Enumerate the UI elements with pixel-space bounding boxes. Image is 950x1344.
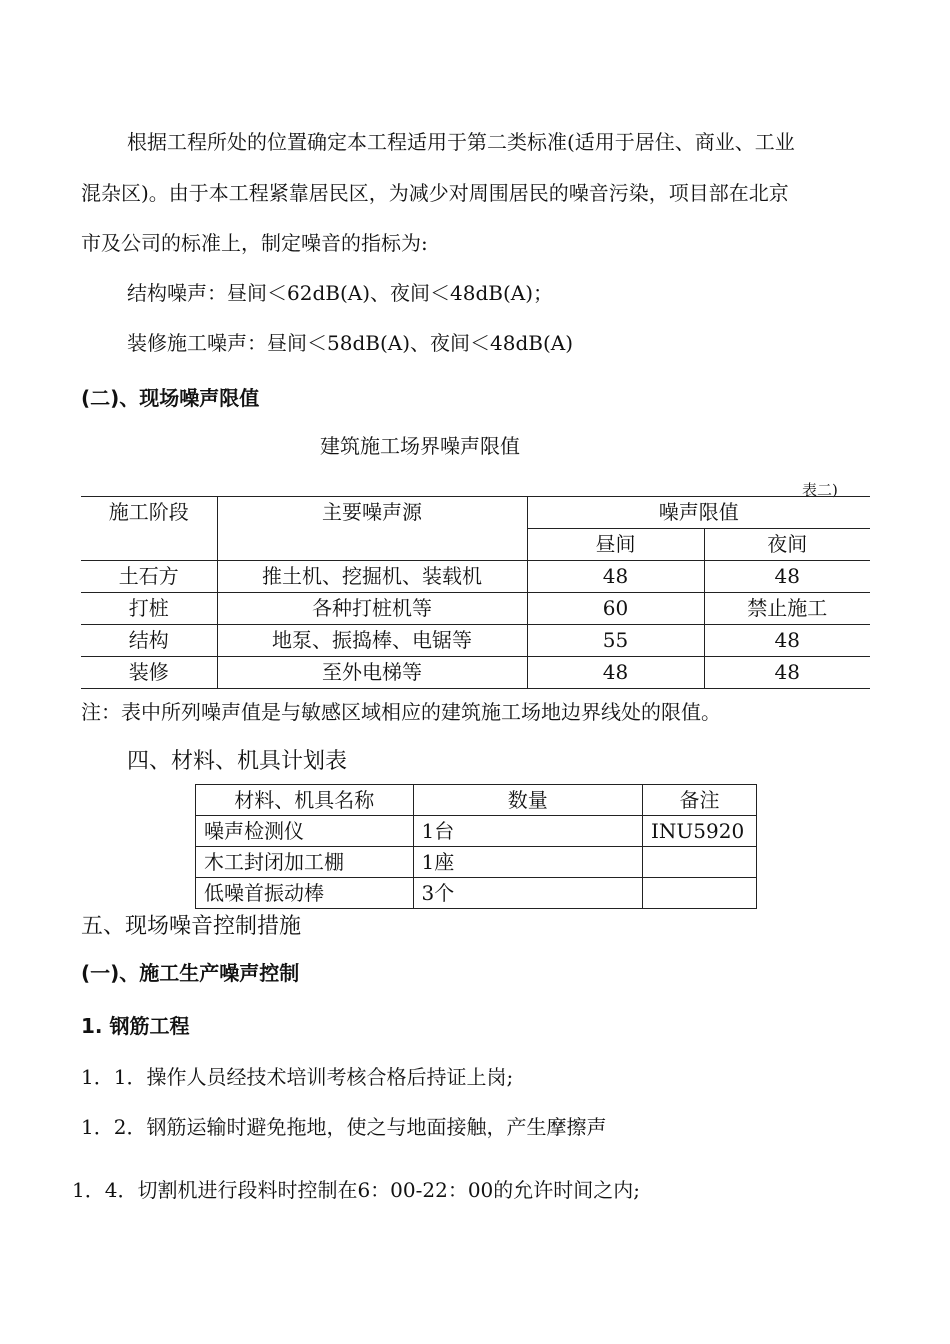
section-2-heading: (二)、现场噪声限值 (81, 386, 260, 410)
cell-remark (643, 878, 757, 909)
material-plan-table (195, 784, 757, 909)
cell-stage: 土石方 (81, 561, 217, 593)
noise-table-note: 注：表中所列噪声值是与敏感区域相应的建筑施工场地边界线处的限值。 (81, 700, 721, 724)
cell-night: 48 (704, 625, 870, 657)
cell-night: 禁止施工 (704, 593, 870, 625)
noise-table-ref: 表二) (802, 481, 838, 499)
cell-qty: 1台 (413, 816, 642, 847)
item-1-1: 1．1．操作人员经技术培训考核合格后持证上岗; (81, 1065, 514, 1089)
deco-noise-limit: 装修施工噪声：昼间＜58dB(A)、夜间＜48dB(A) (127, 331, 573, 355)
cell-source: 地泵、振捣棒、电锯等 (217, 625, 527, 657)
header-day: 昼间 (527, 529, 704, 561)
cell-qty: 3个 (413, 878, 642, 909)
table-row (81, 593, 870, 625)
cell-remark (643, 847, 757, 878)
cell-day: 48 (527, 561, 704, 593)
table-row (196, 816, 757, 847)
cell-source: 推土机、挖掘机、装载机 (217, 561, 527, 593)
item-1-2: 1．2．钢筋运输时避免拖地，使之与地面接触，产生摩擦声 (81, 1115, 607, 1139)
rebar-works-heading: 1. 钢筋工程 (81, 1014, 190, 1038)
item-1-4: 1．4．切割机进行段料时控制在6：00-22：00的允许时间之内; (72, 1178, 641, 1202)
intro-line-3: 市及公司的标准上，制定噪音的指标为: (81, 231, 428, 255)
table-row (81, 561, 870, 593)
subsection-1-heading: (一)、施工生产噪声控制 (81, 961, 300, 985)
intro-line-1: 根据工程所处的位置确定本工程适用于第二类标准(适用于居住、商业、工业 (127, 130, 795, 154)
header-stage: 施工阶段 (81, 497, 217, 561)
cell-source: 至外电梯等 (217, 657, 527, 689)
cell-stage: 打桩 (81, 593, 217, 625)
section-4-heading: 四、材料、机具计划表 (127, 749, 348, 774)
cell-night: 48 (704, 657, 870, 689)
cell-qty: 1座 (413, 847, 642, 878)
header-remark: 备注 (643, 785, 757, 816)
noise-limit-table (81, 496, 870, 689)
cell-day: 60 (527, 593, 704, 625)
header-night: 夜间 (704, 529, 870, 561)
cell-stage: 结构 (81, 625, 217, 657)
cell-name: 木工封闭加工棚 (196, 847, 414, 878)
table-row (81, 657, 870, 689)
header-name: 材料、机具名称 (196, 785, 414, 816)
header-source: 主要噪声源 (217, 497, 527, 561)
cell-remark: INU5920 (643, 816, 757, 847)
cell-name: 低噪首振动棒 (196, 878, 414, 909)
cell-stage: 装修 (81, 657, 217, 689)
struct-noise-limit: 结构噪声：昼间＜62dB(A)、夜间＜48dB(A)； (127, 281, 553, 305)
cell-source: 各种打桩机等 (217, 593, 527, 625)
cell-day: 48 (527, 657, 704, 689)
cell-name: 噪声检测仪 (196, 816, 414, 847)
noise-table-title: 建筑施工场界噪声限值 (320, 434, 520, 458)
cell-day: 55 (527, 625, 704, 657)
table-row (196, 878, 757, 909)
table-row (196, 847, 757, 878)
header-qty: 数量 (413, 785, 642, 816)
header-limit: 噪声限值 (527, 497, 870, 529)
section-5-heading: 五、现场噪音控制措施 (81, 914, 302, 939)
intro-line-2: 混杂区)。由于本工程紧靠居民区，为减少对周围居民的噪音污染，项目部在北京 (81, 181, 789, 205)
cell-night: 48 (704, 561, 870, 593)
table-row (81, 625, 870, 657)
